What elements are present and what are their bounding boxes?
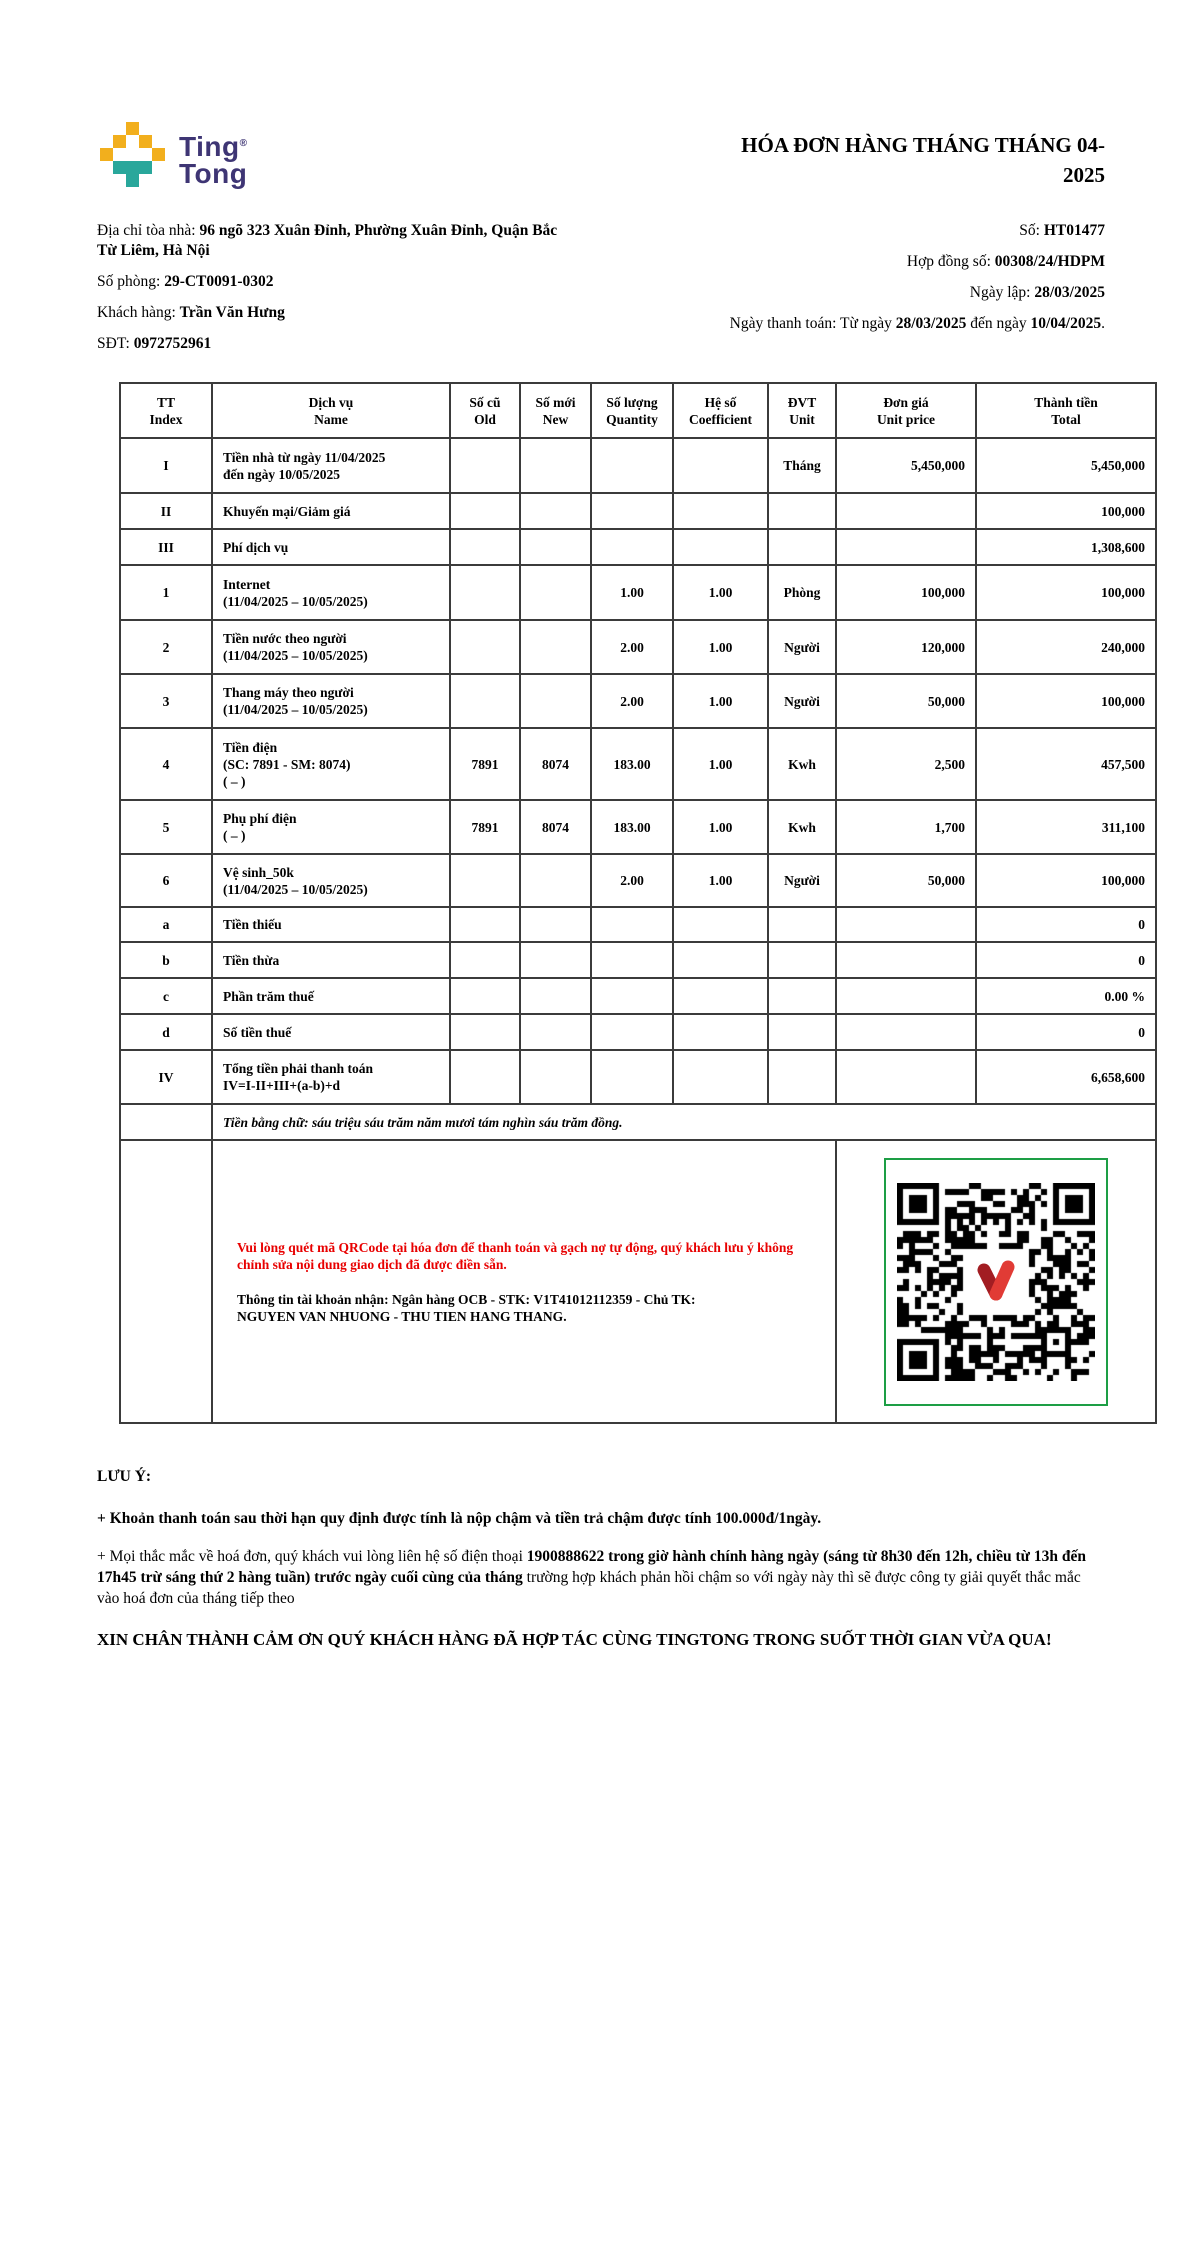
cell-total: 240,000 [976,620,1156,674]
cell-coefficient [673,978,768,1014]
cell-quantity: 2.00 [591,620,673,674]
invoice-number-label: Số: [1019,222,1044,239]
cell-coefficient: 1.00 [673,728,768,800]
bank-account-dot: . [563,1308,567,1324]
building-address-label: Địa chỉ tòa nhà: [97,222,200,239]
amount-in-words-row [120,1104,1156,1140]
hotline-number: 1900888622 trong giờ hành chính hàng ngày (sáng từ 8h30 đến 12h, chiều từ 13h đến 17h45 trừ sáng thứ 2 hàng tuần) [97,1548,1086,1586]
cell-name: Phần trăm thuế [212,978,450,1014]
table-row [120,529,1156,565]
cell-total: 0.00 % [976,978,1156,1014]
deadline-text: trước ngày cuối cùng của tháng [310,1569,527,1586]
cell-index: b [120,942,212,978]
col-header-unit: ĐVT Unit [768,383,836,438]
amount-in-words-value: sáu triệu sáu trăm năm mươi tám nghìn sáu trăm đồng. [311,1114,623,1130]
cell-old [450,493,520,529]
customer-phone-label: SĐT: [97,335,134,352]
bank-account-number: V1T41012112359 [533,1291,633,1307]
table-row [120,800,1156,854]
tingtong-logo-icon [100,122,165,187]
cell-old [450,854,520,907]
table-row [120,942,1156,978]
building-address [97,221,565,261]
cell-quantity: 2.00 [591,674,673,728]
footer-notes [97,1466,1105,1652]
cell-unit [768,1014,836,1050]
col-header-new: Số mới New [520,383,591,438]
cell-total: 5,450,000 [976,438,1156,493]
logo-word-ting: Ting [179,131,240,162]
cell-unit: Tháng [768,438,836,493]
amount-in-words-label: Tiền bằng chữ: [223,1114,312,1130]
cell-unit-price: 1,700 [836,800,976,854]
table-header-row [120,383,1156,438]
cell-unit-price [836,493,976,529]
cell-old [450,620,520,674]
cell-total: 311,100 [976,800,1156,854]
cell-index: a [120,907,212,942]
table-row [120,438,1156,493]
cell-name: Phụ phí điện ( – ) [212,800,450,854]
cell-name: Phí dịch vụ [212,529,450,565]
qr-code [897,1183,1095,1381]
cell-unit-price [836,1014,976,1050]
cell-quantity [591,942,673,978]
table-row [120,728,1156,800]
payment-period-dot: . [1101,315,1105,332]
cell-name: Tiền điện (SC: 7891 - SM: 8074) ( – ) [212,728,450,800]
cell-index: 5 [120,800,212,854]
cell-name: Thang máy theo người (11/04/2025 – 10/05/2025) [212,674,450,728]
cell-quantity [591,1050,673,1104]
cell-coefficient [673,1050,768,1104]
cell-coefficient: 1.00 [673,674,768,728]
cell-unit: Người [768,674,836,728]
cell-unit-price [836,978,976,1014]
cell-new [520,978,591,1014]
cell-quantity: 183.00 [591,728,673,800]
invoice-number-value: HT01477 [1043,222,1105,239]
invoice-info [97,221,1105,365]
cell-name: Tổng tiền phải thanh toán IV=I-II+III+(a-b)+d [212,1050,450,1104]
cell-unit-price [836,907,976,942]
cell-quantity: 1.00 [591,565,673,620]
cell-old [450,978,520,1014]
cell-unit [768,493,836,529]
cell-coefficient: 1.00 [673,800,768,854]
table-row [120,978,1156,1014]
issue-date-value: 28/03/2025 [1034,284,1105,301]
cell-index: d [120,1014,212,1050]
cell-index: 3 [120,674,212,728]
cell-coefficient: 1.00 [673,565,768,620]
cell-coefficient [673,438,768,493]
table-row [120,674,1156,728]
cell-coefficient: 1.00 [673,620,768,674]
cell-coefficient [673,1014,768,1050]
cell-name: Khuyến mại/Giảm giá [212,493,450,529]
issue-date [585,283,1105,303]
cell-total: 0 [976,942,1156,978]
cell-old [450,942,520,978]
col-header-old: Số cũ Old [450,383,520,438]
cell-total: 0 [976,1014,1156,1050]
room-number [97,272,565,292]
cell-unit-price: 50,000 [836,674,976,728]
cell-name: Vệ sinh_50k (11/04/2025 – 10/05/2025) [212,854,450,907]
table-row [120,493,1156,529]
bank-account-holder: NGUYEN VAN NHUONG - THU TIEN HANG THANG [237,1308,564,1324]
customer-name-value: Trần Văn Hưng [179,304,285,321]
cell-new [520,907,591,942]
contract-number-label: Hợp đồng số: [906,253,995,270]
cell-index: I [120,438,212,493]
qr-cell [836,1140,1156,1423]
table-row-grand-total [120,1050,1156,1104]
cell-new [520,493,591,529]
cell-old [450,907,520,942]
invoice-info-right [585,221,1105,365]
logo-word-tong: Tong [179,158,248,189]
cell-name: Tiền nước theo người (11/04/2025 – 10/05/2025) [212,620,450,674]
cell-index: 2 [120,620,212,674]
cell-old [450,438,520,493]
cell-total: 457,500 [976,728,1156,800]
cell-old [450,529,520,565]
cell-unit [768,942,836,978]
cell-new [520,620,591,674]
registered-mark-icon: ® [239,138,248,149]
customer-name-label: Khách hàng: [97,304,180,321]
cell-old [450,565,520,620]
customer-name [97,303,565,323]
qr-code-frame [884,1158,1108,1406]
cell-total: 0 [976,907,1156,942]
cell-unit-price [836,529,976,565]
cell-unit-price [836,1050,976,1104]
tingtong-logo [100,122,247,187]
cell-index: 1 [120,565,212,620]
cell-unit: Người [768,854,836,907]
col-header-total: Thành tiền Total [976,383,1156,438]
cell-index [120,1104,212,1140]
qr-warning-note: Vui lòng quét mã QRCode tại hóa đơn để thanh toán và gạch nợ tự động, quý khách lưu ý không chỉnh sửa nội dung giao dịch đã được điền sẵn. [237,1239,794,1272]
cell-old [450,674,520,728]
cell-name: Internet (11/04/2025 – 10/05/2025) [212,565,450,620]
cell-unit-price: 120,000 [836,620,976,674]
payment-period-label: Ngày thanh toán: Từ ngày [729,315,896,332]
bank-account-info [237,1291,811,1325]
cell-old [450,1050,520,1104]
table-row [120,620,1156,674]
col-header-index: TT Index [120,383,212,438]
cell-new [520,674,591,728]
room-number-value: 29-CT0091-0302 [164,273,274,290]
hotline-note [97,1546,1105,1609]
bank-account-label: Thông tin tài khoản nhận: Ngân hàng OCB - STK: [237,1291,534,1307]
logo-square [126,122,139,135]
logo-square [126,174,139,187]
cell-coefficient [673,942,768,978]
vietqr-v-icon [967,1253,1025,1311]
col-header-unit-price: Đơn giá Unit price [836,383,976,438]
cell-new [520,1050,591,1104]
cell-unit: Phòng [768,565,836,620]
table-row [120,565,1156,620]
note-title: LƯU Ý: [97,1468,152,1485]
cell-name: Tiền thiếu [212,907,450,942]
table-row [120,907,1156,942]
cell-index: 4 [120,728,212,800]
cell-unit-price: 50,000 [836,854,976,907]
cell-index: II [120,493,212,529]
payment-period [585,314,1105,334]
table-row [120,1014,1156,1050]
cell-coefficient [673,529,768,565]
cell-new [520,565,591,620]
cell-index [120,1140,212,1423]
col-header-quantity: Số lượng Quantity [591,383,673,438]
cell-total: 100,000 [976,493,1156,529]
late-payment-note: + Khoản thanh toán sau thời hạn quy định được tính là nộp chậm và tiền trả chậm được tính 100.000đ/1ngày. [97,1510,822,1527]
cell-name: Tiền thừa [212,942,450,978]
invoice-number [585,221,1105,241]
hotline-note-tail: trường hợp khách phản hồi chậm so với ngày này thì sẽ được công ty giải quyết thắc mắc vào hoá đơn của tháng tiếp theo [97,1569,1081,1607]
cell-quantity [591,529,673,565]
bank-account-mid: - Chủ TK: [632,1291,696,1307]
payment-period-from: 28/03/2025 [895,315,967,332]
cell-index: III [120,529,212,565]
cell-index: IV [120,1050,212,1104]
cell-new [520,942,591,978]
cell-total: 100,000 [976,674,1156,728]
cell-unit-price: 5,450,000 [836,438,976,493]
cell-new [520,1014,591,1050]
cell-new [520,438,591,493]
cell-unit-price [836,942,976,978]
cell-new [520,529,591,565]
building-address-value: 96 ngõ 323 Xuân Đỉnh, Phường Xuân Đỉnh, Quận Bắc Từ Liêm, Hà Nội [97,222,558,259]
contract-number-value: 00308/24/HDPM [994,253,1105,270]
customer-phone-value: 0972752961 [133,335,212,352]
cell-unit [768,529,836,565]
col-header-name: Dịch vụ Name [212,383,450,438]
payment-qr-row [120,1140,1156,1423]
cell-name: Số tiền thuế [212,1014,450,1050]
cell-new: 8074 [520,800,591,854]
logo-square [113,135,126,148]
cell-old: 7891 [450,728,520,800]
cell-quantity: 2.00 [591,854,673,907]
amount-in-words [212,1104,1156,1140]
cell-quantity [591,493,673,529]
issue-date-label: Ngày lập: [969,284,1035,301]
cell-new: 8074 [520,728,591,800]
cell-quantity [591,1014,673,1050]
cell-total: 100,000 [976,565,1156,620]
cell-unit-price: 100,000 [836,565,976,620]
invoice-info-left [97,221,565,365]
cell-grand-total: 6,658,600 [976,1050,1156,1104]
cell-quantity [591,438,673,493]
payment-period-to: 10/04/2025 [1030,315,1102,332]
logo-square [100,148,113,161]
cell-unit [768,1050,836,1104]
cell-new [520,854,591,907]
cell-unit: Người [768,620,836,674]
logo-square [113,161,152,174]
cell-unit: Kwh [768,728,836,800]
cell-name: Tiền nhà từ ngày 11/04/2025 đến ngày 10/05/2025 [212,438,450,493]
contract-number [585,252,1105,272]
cell-unit-price: 2,500 [836,728,976,800]
payment-period-mid: đến ngày [966,315,1031,332]
cell-total: 1,308,600 [976,529,1156,565]
cell-unit [768,907,836,942]
payment-instructions [212,1140,836,1423]
logo-wordmark [179,122,247,187]
cell-quantity: 183.00 [591,800,673,854]
cell-coefficient [673,907,768,942]
thank-you-message: XIN CHÂN THÀNH CẢM ƠN QUÝ KHÁCH HÀNG ĐÃ HỢP TÁC CÙNG TINGTONG TRONG SUỐT THỜI GIAN VỪA QUA! [97,1630,1052,1649]
cell-coefficient: 1.00 [673,854,768,907]
cell-coefficient [673,493,768,529]
cell-total: 100,000 [976,854,1156,907]
cell-unit: Kwh [768,800,836,854]
invoice-table [119,382,1157,1424]
invoice-title: HÓA ĐƠN HÀNG THÁNG THÁNG 04-2025 [741,133,1105,187]
cell-quantity [591,907,673,942]
cell-index: c [120,978,212,1014]
cell-quantity [591,978,673,1014]
cell-old [450,1014,520,1050]
logo-square [152,148,165,161]
col-header-coefficient: Hệ số Coefficient [673,383,768,438]
cell-old: 7891 [450,800,520,854]
customer-phone [97,334,565,354]
hotline-note-text: + Mọi thắc mắc về hoá đơn, quý khách vui lòng liên hệ số điện thoại [97,1548,527,1565]
logo-square [139,135,152,148]
table-row [120,854,1156,907]
room-number-label: Số phòng: [97,273,165,290]
cell-index: 6 [120,854,212,907]
cell-unit [768,978,836,1014]
